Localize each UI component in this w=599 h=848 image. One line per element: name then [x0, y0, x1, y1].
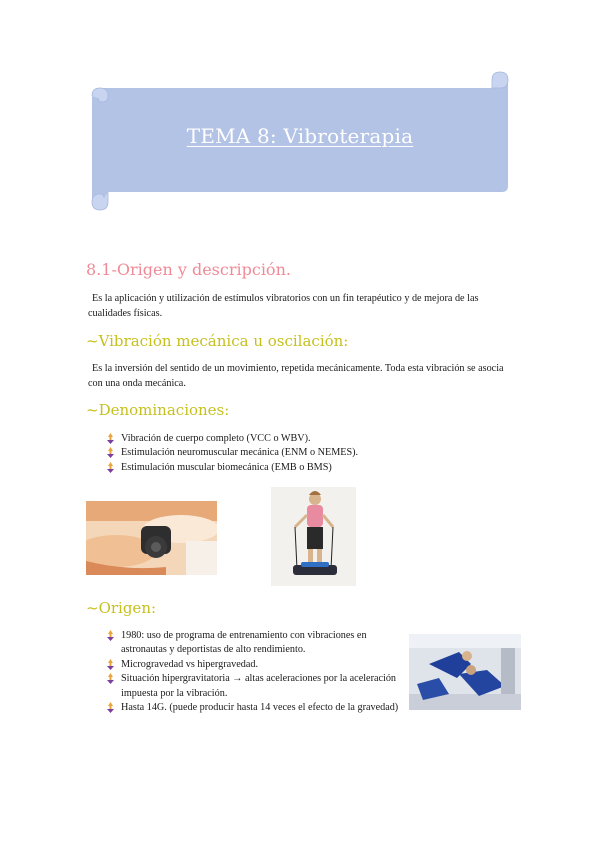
list-item-text: 1980: uso de programa de entrenamiento con vibraciones en astronautas y deportistas de alto rendimiento. [121, 630, 367, 656]
arrow-bullet-icon [105, 433, 116, 444]
list-item [103, 629, 403, 658]
vibration-therapy-photo [86, 501, 217, 575]
list-item [103, 446, 503, 460]
list-item-text: Vibración de cuerpo completo (VCC o WBV). [121, 433, 311, 444]
list-item-text: Estimulación muscular biomecánica (EMB o BMS) [121, 461, 332, 473]
arrow-bullet-icon [105, 659, 116, 670]
title-banner [88, 68, 512, 214]
document-title: TEMA 8: Vibroterapia [186, 124, 414, 148]
section-heading-vibracion-mecanica: ~Vibración mecánica u oscilación: [86, 332, 349, 350]
microgravity-astronauts-photo [409, 634, 521, 710]
denominaciones-list [103, 432, 503, 475]
section-heading-denominaciones: ~Denominaciones: [86, 401, 230, 419]
list-item-text: Situación hipergravitatoria → altas aceleraciones por la aceleración impuesta por la vibración. [121, 673, 397, 699]
arrow-bullet-icon [105, 447, 116, 458]
list-item [103, 658, 403, 672]
list-item-text: Hasta 14G. (puede producir hasta 14 veces el efecto de la gravedad) [121, 702, 399, 714]
list-item-text: Microgravedad vs hipergravedad. [121, 658, 259, 670]
list-item [103, 672, 403, 701]
arrow-bullet-icon [105, 630, 116, 641]
arrow-bullet-icon [105, 673, 116, 684]
origen-list [103, 629, 403, 715]
section-paragraph-definicion: Es la aplicación y utilización de estímulos vibratorios con un fin terapéutico y de mejora de las cualidades físicas. [88, 293, 479, 319]
vibration-platform-photo [271, 487, 356, 586]
section-heading-origen: ~Origen: [86, 599, 157, 617]
list-item [103, 461, 503, 475]
section-paragraph-vibracion: Es la inversión del sentido de un movimiento, repetida mecánicamente. Toda esta vibración se asocia con una onda mecánica. [88, 363, 504, 389]
section-heading-origen-descripcion: 8.1-Origen y descripción. [86, 260, 291, 279]
arrow-bullet-icon [105, 702, 116, 713]
arrow-bullet-icon [105, 462, 116, 473]
list-item-text: Estimulación neuromuscular mecánica (ENM o NEMES). [121, 447, 359, 459]
list-item [103, 432, 503, 446]
